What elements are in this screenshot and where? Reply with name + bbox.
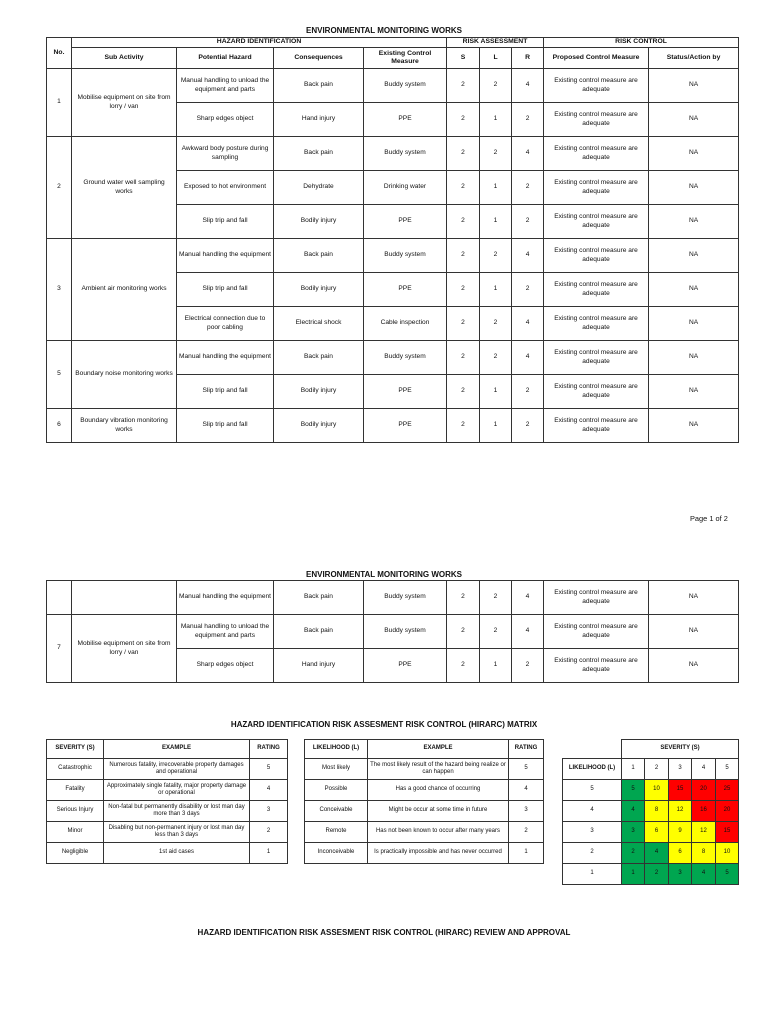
severity-rating-header: RATING [250,740,288,759]
proposed-control-cell: Existing control measure are adequate [544,615,649,649]
existing-control-cell: Cable inspection [364,307,447,341]
status-cell: NA [649,239,739,273]
matrix-risk-cell: 5 [622,780,645,801]
l-cell: 2 [480,69,512,103]
matrix-title: HAZARD IDENTIFICATION RISK ASSESMENT RISK CONTROL (HIRARC) MATRIX [230,720,538,729]
likelihood-row [305,759,544,780]
matrix-likelihood-header: LIKELIHOOD (L) [563,759,622,780]
likelihood-level-cell: Most likely [305,759,368,780]
severity-rating-cell: 4 [250,780,288,801]
hazard-cell: Slip trip and fall [177,409,274,443]
proposed-control-cell: Existing control measure are adequate [544,307,649,341]
matrix-row [563,843,739,864]
col-potential-hazard: Potential Hazard [177,48,274,69]
matrix-risk-cell: 5 [716,864,739,885]
consequence-cell: Back pain [274,239,364,273]
col-status: Status/Action by [649,48,739,69]
matrix-severity-value: 5 [716,759,739,780]
s-cell: 2 [447,69,480,103]
severity-example-cell: Numerous fatality, irrecoverable property damages and operational [104,759,250,780]
likelihood-rating-cell: 5 [509,759,544,780]
severity-rating-cell: 1 [250,843,288,864]
consequence-cell: Back pain [274,341,364,375]
likelihood-level-cell: Conceivable [305,801,368,822]
row-number-cell: 5 [47,341,72,409]
table-row [47,69,739,103]
severity-level-cell: Serious Injury [47,801,104,822]
likelihood-row [305,843,544,864]
existing-control-cell: PPE [364,273,447,307]
likelihood-example-cell: Has a good chance of occurring [368,780,509,801]
s-cell: 2 [447,239,480,273]
matrix-row [563,780,739,801]
likelihood-example-cell: The most likely result of the hazard being realize or can happen [368,759,509,780]
status-cell: NA [649,409,739,443]
sub-activity-cell: Ambient air monitoring works [72,239,177,341]
proposed-control-cell: Existing control measure are adequate [544,239,649,273]
severity-example-cell: 1st aid cases [104,843,250,864]
sub-activity-cell: Boundary noise monitoring works [72,341,177,409]
existing-control-cell: Buddy system [364,69,447,103]
matrix-risk-cell: 20 [716,801,739,822]
table-row [47,409,739,443]
row-number-cell: 6 [47,409,72,443]
matrix-likelihood-value: 4 [563,801,622,822]
matrix-risk-cell: 15 [669,780,692,801]
likelihood-row [305,780,544,801]
severity-example-header: EXAMPLE [104,740,250,759]
severity-rating-cell: 2 [250,822,288,843]
hazard-cell: Slip trip and fall [177,205,274,239]
likelihood-table [304,739,544,864]
existing-control-cell: PPE [364,375,447,409]
matrix-risk-cell: 16 [692,801,716,822]
status-cell: NA [649,307,739,341]
status-cell: NA [649,375,739,409]
l-cell: 2 [480,341,512,375]
likelihood-level-cell: Remote [305,822,368,843]
matrix-risk-cell: 1 [622,864,645,885]
existing-control-cell: Buddy system [364,615,447,649]
table-row [47,341,739,375]
matrix-corner [563,740,622,759]
matrix-severity-value: 2 [645,759,669,780]
consequence-cell: Hand injury [274,649,364,683]
severity-example-cell: Disabling but non-permanent injury or lost man day less than 3 days [104,822,250,843]
matrix-risk-cell: 4 [622,801,645,822]
likelihood-level-cell: Inconceivable [305,843,368,864]
document-title-page2: ENVIRONMENTAL MONITORING WORKS [306,570,462,579]
status-cell: NA [649,273,739,307]
s-cell: 2 [447,273,480,307]
existing-control-cell: PPE [364,103,447,137]
hazard-cell: Manual handling the equipment [177,239,274,273]
l-cell: 2 [480,239,512,273]
status-cell: NA [649,103,739,137]
proposed-control-cell: Existing control measure are adequate [544,137,649,171]
consequence-cell: Bodily injury [274,375,364,409]
matrix-likelihood-value: 3 [563,822,622,843]
col-r: R [512,48,544,69]
row-number-cell: 2 [47,137,72,239]
row-number-cell [47,581,72,615]
sub-activity-cell: Mobilise equipment on site from lorry / van [72,69,177,137]
matrix-risk-cell: 8 [645,801,669,822]
status-cell: NA [649,649,739,683]
hazard-cell: Manual handling to unload the equipment and parts [177,615,274,649]
matrix-severity-value: 1 [622,759,645,780]
status-cell: NA [649,581,739,615]
severity-row [47,780,288,801]
table-row [47,615,739,649]
hazard-cell: Awkward body posture during sampling [177,137,274,171]
consequence-cell: Back pain [274,137,364,171]
approval-title: HAZARD IDENTIFICATION RISK ASSESMENT RISK CONTROL (HIRARC) REVIEW AND APPROVAL [197,928,571,937]
severity-row [47,759,288,780]
proposed-control-cell: Existing control measure are adequate [544,649,649,683]
status-cell: NA [649,69,739,103]
proposed-control-cell: Existing control measure are adequate [544,341,649,375]
r-cell: 2 [512,273,544,307]
matrix-risk-cell: 4 [692,864,716,885]
matrix-risk-cell: 12 [669,801,692,822]
hazard-cell: Exposed to hot environment [177,171,274,205]
severity-row [47,822,288,843]
existing-control-cell: Buddy system [364,239,447,273]
r-cell: 4 [512,615,544,649]
l-cell: 1 [480,409,512,443]
table-row [47,581,739,615]
r-cell: 4 [512,69,544,103]
existing-control-cell: Buddy system [364,341,447,375]
col-consequences: Consequences [274,48,364,69]
hazard-cell: Slip trip and fall [177,273,274,307]
hazard-cell: Manual handling to unload the equipment and parts [177,69,274,103]
likelihood-rating-cell: 3 [509,801,544,822]
likelihood-header: LIKELIHOOD (L) [305,740,368,759]
sub-activity-cell: Ground water well sampling works [72,137,177,239]
likelihood-example-cell: Is practically impossible and has never occurred [368,843,509,864]
proposed-control-cell: Existing control measure are adequate [544,103,649,137]
matrix-header-row [563,759,739,780]
likelihood-row [305,822,544,843]
s-cell: 2 [447,205,480,239]
s-cell: 2 [447,137,480,171]
status-cell: NA [649,137,739,171]
table-row [47,239,739,273]
table-row [47,137,739,171]
proposed-control-cell: Existing control measure are adequate [544,171,649,205]
l-cell: 1 [480,103,512,137]
likelihood-rating-cell: 2 [509,822,544,843]
status-cell: NA [649,341,739,375]
proposed-control-cell: Existing control measure are adequate [544,205,649,239]
proposed-control-cell: Existing control measure are adequate [544,69,649,103]
col-no: No. [47,38,72,69]
hirarc-table-page2-body [47,581,739,683]
hazard-identification-header: HAZARD IDENTIFICATION [72,38,447,48]
matrix-severity-value: 4 [692,759,716,780]
proposed-control-cell: Existing control measure are adequate [544,375,649,409]
severity-level-cell: Negligible [47,843,104,864]
s-cell: 2 [447,103,480,137]
s-cell: 2 [447,341,480,375]
consequence-cell: Back pain [274,69,364,103]
document-title: ENVIRONMENTAL MONITORING WORKS [306,26,462,35]
consequence-cell: Bodily injury [274,409,364,443]
col-l: L [480,48,512,69]
r-cell: 2 [512,103,544,137]
likelihood-level-cell: Possible [305,780,368,801]
row-number-cell: 7 [47,615,72,683]
consequence-cell: Bodily injury [274,205,364,239]
severity-example-cell: Approximately single fatality, major property damage or operational [104,780,250,801]
hirarc-table-page1 [46,37,739,443]
likelihood-row [305,801,544,822]
matrix-row [563,822,739,843]
s-cell: 2 [447,649,480,683]
matrix-risk-cell: 8 [692,843,716,864]
hazard-cell: Manual handling the equipment [177,581,274,615]
hirarc-table-body [47,69,739,443]
l-cell: 1 [480,273,512,307]
r-cell: 2 [512,205,544,239]
col-s: S [447,48,480,69]
s-cell: 2 [447,581,480,615]
likelihood-example-header: EXAMPLE [368,740,509,759]
status-cell: NA [649,171,739,205]
s-cell: 2 [447,409,480,443]
consequence-cell: Dehydrate [274,171,364,205]
hazard-cell: Manual handling the equipment [177,341,274,375]
severity-rating-cell: 5 [250,759,288,780]
matrix-risk-cell: 15 [716,822,739,843]
hirarc-table-page2 [46,580,739,683]
col-existing-control: Existing Control Measure [364,48,447,69]
severity-rating-cell: 3 [250,801,288,822]
col-sub-activity: Sub Activity [72,48,177,69]
l-cell: 1 [480,375,512,409]
matrix-likelihood-value: 1 [563,864,622,885]
existing-control-cell: PPE [364,205,447,239]
matrix-risk-cell: 25 [716,780,739,801]
r-cell: 2 [512,375,544,409]
s-cell: 2 [447,307,480,341]
r-cell: 4 [512,341,544,375]
status-cell: NA [649,205,739,239]
sub-activity-cell: Mobilise equipment on site from lorry / van [72,615,177,683]
matrix-row [563,864,739,885]
matrix-risk-cell: 20 [692,780,716,801]
matrix-risk-cell: 6 [669,843,692,864]
l-cell: 2 [480,137,512,171]
matrix-risk-cell: 2 [622,843,645,864]
likelihood-rating-header: RATING [509,740,544,759]
existing-control-cell: PPE [364,649,447,683]
r-cell: 2 [512,409,544,443]
severity-level-cell: Minor [47,822,104,843]
risk-matrix [562,739,739,885]
severity-example-cell: Non-fatal but permanently disability or lost man day more than 3 days [104,801,250,822]
matrix-risk-cell: 12 [692,822,716,843]
matrix-likelihood-value: 2 [563,843,622,864]
matrix-likelihood-value: 5 [563,780,622,801]
l-cell: 1 [480,205,512,239]
l-cell: 1 [480,171,512,205]
r-cell: 4 [512,581,544,615]
matrix-risk-cell: 3 [669,864,692,885]
severity-header: SEVERITY (S) [47,740,104,759]
risk-assessment-header: RISK ASSESSMENT [447,38,544,48]
row-number-cell: 1 [47,69,72,137]
row-number-cell: 3 [47,239,72,341]
existing-control-cell: Buddy system [364,137,447,171]
matrix-severity-header: SEVERITY (S) [622,740,739,759]
r-cell: 4 [512,137,544,171]
proposed-control-cell: Existing control measure are adequate [544,581,649,615]
page-number: Page 1 of 2 [690,514,728,523]
matrix-risk-cell: 6 [645,822,669,843]
matrix-row [563,801,739,822]
consequence-cell: Back pain [274,615,364,649]
hazard-cell: Sharp edges object [177,103,274,137]
s-cell: 2 [447,171,480,205]
consequence-cell: Back pain [274,581,364,615]
severity-level-cell: Fatality [47,780,104,801]
severity-table [46,739,288,864]
status-cell: NA [649,615,739,649]
consequence-cell: Bodily injury [274,273,364,307]
hazard-cell: Slip trip and fall [177,375,274,409]
col-proposed-control: Proposed Control Measure [544,48,649,69]
severity-row [47,843,288,864]
l-cell: 2 [480,581,512,615]
hazard-cell: Sharp edges object [177,649,274,683]
likelihood-rating-cell: 1 [509,843,544,864]
r-cell: 2 [512,171,544,205]
likelihood-example-cell: Has not been known to occur after many years [368,822,509,843]
matrix-risk-cell: 3 [622,822,645,843]
r-cell: 2 [512,649,544,683]
existing-control-cell: Drinking water [364,171,447,205]
matrix-risk-cell: 10 [645,780,669,801]
s-cell: 2 [447,375,480,409]
proposed-control-cell: Existing control measure are adequate [544,273,649,307]
existing-control-cell: Buddy system [364,581,447,615]
hazard-cell: Electrical connection due to poor cabling [177,307,274,341]
severity-level-cell: Catastrophic [47,759,104,780]
l-cell: 1 [480,649,512,683]
matrix-risk-cell: 4 [645,843,669,864]
s-cell: 2 [447,615,480,649]
r-cell: 4 [512,307,544,341]
sub-activity-cell [72,581,177,615]
matrix-risk-cell: 9 [669,822,692,843]
consequence-cell: Electrical shock [274,307,364,341]
existing-control-cell: PPE [364,409,447,443]
severity-row [47,801,288,822]
l-cell: 2 [480,615,512,649]
likelihood-example-cell: Might be occur at some time in future [368,801,509,822]
r-cell: 4 [512,239,544,273]
matrix-risk-cell: 10 [716,843,739,864]
proposed-control-cell: Existing control measure are adequate [544,409,649,443]
sub-activity-cell: Boundary vibration monitoring works [72,409,177,443]
likelihood-rating-cell: 4 [509,780,544,801]
risk-control-header: RISK CONTROL [544,38,739,48]
matrix-risk-cell: 2 [645,864,669,885]
matrix-severity-value: 3 [669,759,692,780]
consequence-cell: Hand injury [274,103,364,137]
l-cell: 2 [480,307,512,341]
